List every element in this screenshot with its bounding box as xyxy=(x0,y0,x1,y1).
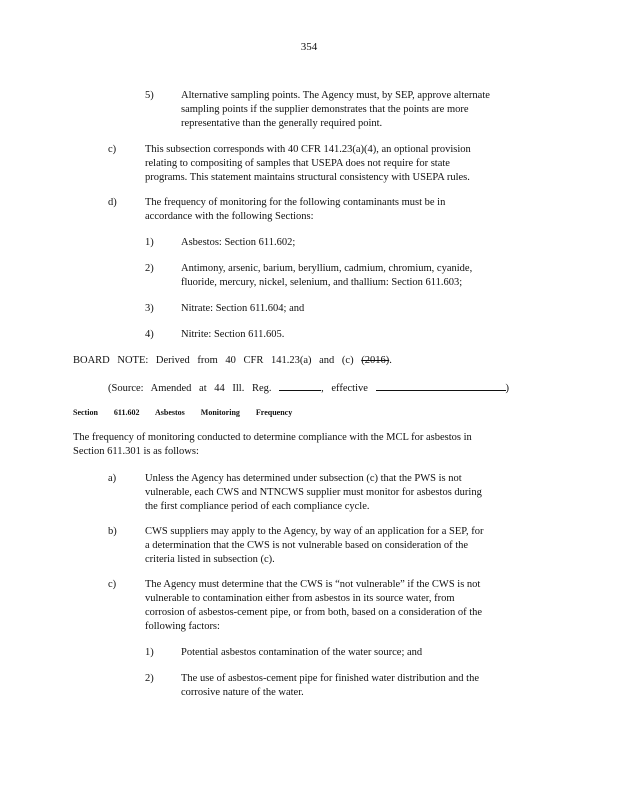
text-line: representative than the generally required point. xyxy=(181,118,383,129)
text-line: criteria listed in subsection (c). xyxy=(145,554,275,565)
text-line: Asbestos: Section 611.602; xyxy=(181,237,296,248)
text-line: Potential asbestos contamination of the water source; and xyxy=(181,647,423,658)
item-c-text xyxy=(145,143,518,185)
text-line: Section 611.301 is as follows: xyxy=(73,446,199,457)
effective-date-blank xyxy=(376,380,506,391)
text-line: following factors: xyxy=(145,621,220,632)
source-note xyxy=(108,380,509,396)
text-line: relating to compositing of samples that USEPA does not require for state xyxy=(145,158,450,169)
text-line: CWS suppliers may apply to the Agency, by way of an application for a SEP, for xyxy=(145,526,484,537)
item-c-label: c) xyxy=(108,144,117,155)
text-line: a determination that the CWS is not vulnerable based on consideration of the xyxy=(145,540,469,551)
text-line: accordance with the following Sections: xyxy=(145,211,314,222)
subitem-text xyxy=(181,236,295,250)
intro-paragraph xyxy=(73,431,529,459)
text-line: corrosive nature of the water. xyxy=(181,687,304,698)
subitem-label: 1) xyxy=(145,237,154,248)
board-note-tail: . xyxy=(389,355,392,366)
item-5-text xyxy=(181,89,533,131)
item-5-label: 5) xyxy=(145,90,154,101)
subitem-text xyxy=(181,262,511,290)
text-line: Nitrate: Section 611.604; and xyxy=(181,303,305,314)
subitem-label: 1) xyxy=(145,647,154,658)
subitem-label: 2) xyxy=(145,263,154,274)
item-d-label: d) xyxy=(108,197,117,208)
item-a-label: a) xyxy=(108,473,117,484)
board-note xyxy=(73,354,392,368)
item-c-text xyxy=(145,578,530,634)
text-line: vulnerable to contamination either from asbestos in its source water, from xyxy=(145,593,455,604)
text-line: The frequency of monitoring conducted to determine compliance with the MCL for asbestos in xyxy=(73,432,472,443)
item-c-label: c) xyxy=(108,579,117,590)
item-d-text xyxy=(145,196,490,224)
section-heading: Section 611.602 Asbestos Monitoring Frequency xyxy=(73,408,293,417)
text-line: The use of asbestos-cement pipe for finished water distribution and the xyxy=(181,673,479,684)
subitem-text xyxy=(181,328,284,342)
subitem-text xyxy=(181,302,304,316)
text-line: programs. This statement maintains structural consistency with USEPA rules. xyxy=(145,172,470,183)
struck-year: (2016) xyxy=(361,355,390,366)
item-b-label: b) xyxy=(108,526,117,537)
board-note-text: BOARD NOTE: Derived from 40 CFR 141.23(a) and (c) xyxy=(73,355,354,366)
item-a-text xyxy=(145,472,528,514)
text-line: The frequency of monitoring for the following contaminants must be in xyxy=(145,197,446,208)
text-line: Nitrite: Section 611.605. xyxy=(181,329,285,340)
text-line: vulnerable, each CWS and NTNCWS supplier must monitor for asbestos during xyxy=(145,487,482,498)
subitem-label: 4) xyxy=(145,329,154,340)
text-line: corrosion of asbestos-cement pipe, or from both, based on a consideration of the xyxy=(145,607,483,618)
subitem-text xyxy=(181,672,521,700)
text-line: sampling points if the supplier demonstrates that the points are more xyxy=(181,104,469,115)
text-line: This subsection corresponds with 40 CFR 141.23(a)(4), an optional provision xyxy=(145,144,471,155)
subitem-label: 3) xyxy=(145,303,154,314)
text-line: fluoride, mercury, nickel, selenium, and thallium: Section 611.603; xyxy=(181,277,463,288)
source-middle: , effective xyxy=(321,383,368,394)
item-b-text xyxy=(145,525,530,567)
text-line: The Agency must determine that the CWS is “not vulnerable” if the CWS is not xyxy=(145,579,481,590)
text-line: Unless the Agency has determined under subsection (c) that the PWS is not xyxy=(145,473,462,484)
text-line: Antimony, arsenic, barium, beryllium, cadmium, chromium, cyanide, xyxy=(181,263,473,274)
text-line: the first compliance period of each compliance cycle. xyxy=(145,501,370,512)
volume-blank xyxy=(279,380,321,391)
subitem-label: 2) xyxy=(145,673,154,684)
subitem-text xyxy=(181,646,422,660)
text-line: Alternative sampling points. The Agency must, by SEP, approve alternate xyxy=(181,90,490,101)
source-suffix: ) xyxy=(505,383,510,394)
page-number: 354 xyxy=(300,41,318,53)
source-prefix: (Source: Amended at 44 Ill. Reg. xyxy=(108,383,272,394)
